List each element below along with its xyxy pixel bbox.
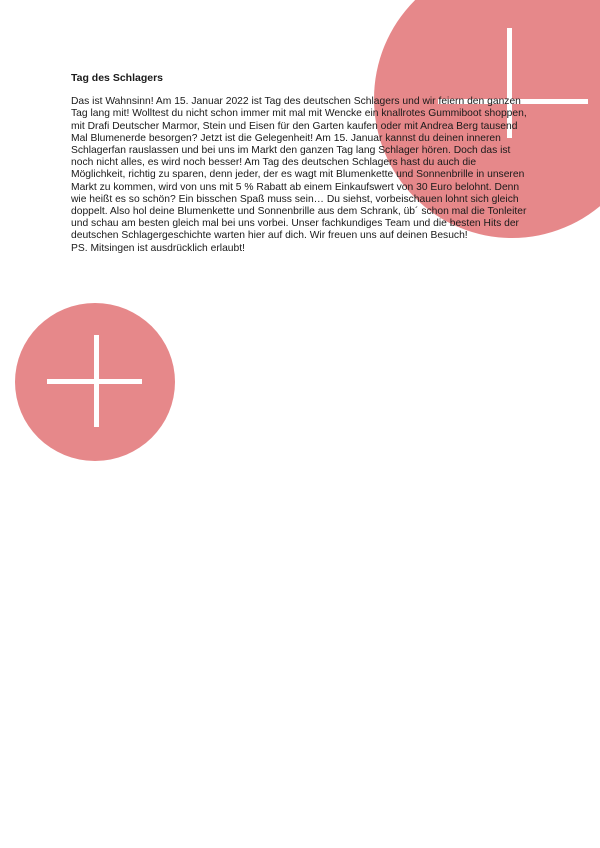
- document-title: Tag des Schlagers: [71, 72, 164, 84]
- plus-icon-horizontal-bar: [47, 379, 142, 384]
- document-postscript: PS. Mitsingen ist ausdrücklich erlaubt!: [71, 242, 245, 254]
- document-body: Das ist Wahnsinn! Am 15. Januar 2022 ist Tag des deutschen Schlagers und wir feiern den ganzen Tag lang mit! Wolltest du nicht schon immer mit mal mit Wencke ein knallrotes Gummiboot shoppen, mit Drafi Deutscher Marmor, Stein und Eisen für den Garten kaufen oder mit Andrea Berg tausend Mal Blumenerde besorgen? Jetzt ist die Gelegenheit! Am 15. Januar kannst du deinen inneren Schlagerfan rauslassen und bei uns im Markt den ganzen Tag lang Schlager hören. Doch das ist noch nicht alles, es wird noch besser! Am Tag des deutschen Schlagers hast du auch die Möglichkeit, richtig zu sparen, denn jeder, der es wagt mit Blumenkette und Sonnenbrille in unseren Markt zu kommen, wird von uns mit 5 % Rabatt ab einem Einkaufswert von 30 Euro belohnt. Denn wie heißt es so schön? Ein bisschen Spaß muss sein… Du siehst, vorbeischauen lohnt sich gleich doppelt. Also hol deine Blumenkette und Sonnenbrille aus dem Schrank, üb´ schon mal die Tonleiter und schau am besten gleich mal bei uns vorbei. Unser fachkundiges Team und die besten Hits der deutschen Schlagergeschichte warten hier auf dich. Wir freuen uns auf deinen Besuch!: [71, 96, 527, 242]
- document-content: [71, 72, 529, 255]
